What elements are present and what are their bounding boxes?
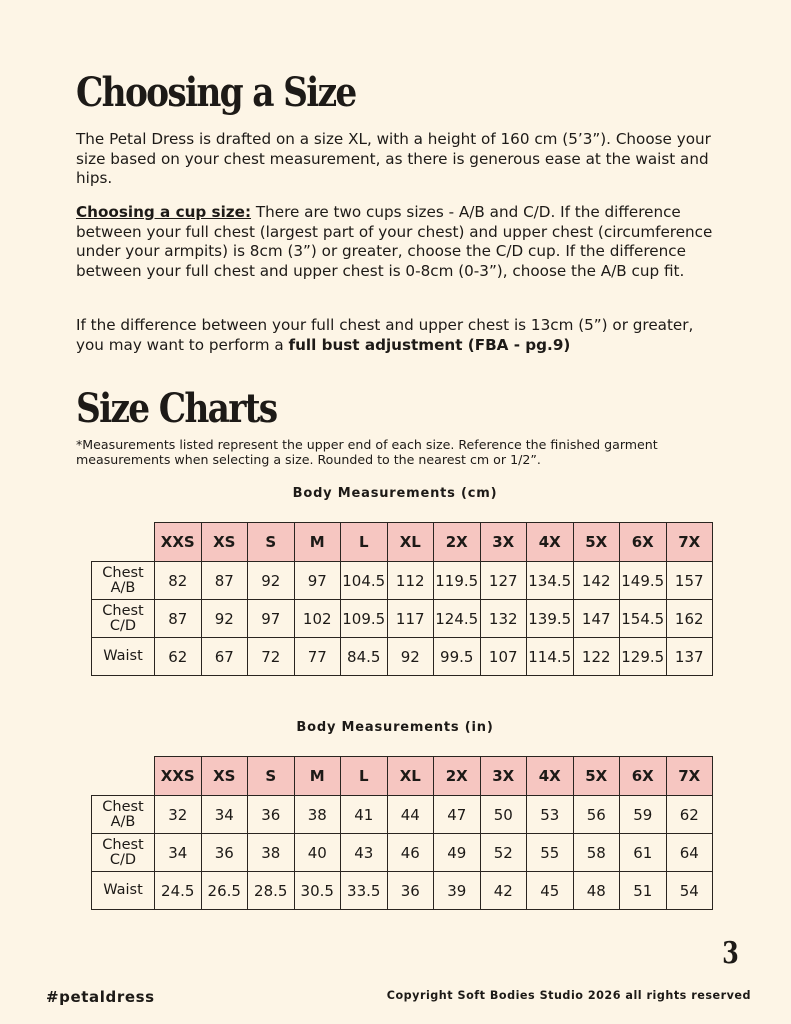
- size-header-xxs: XXS: [155, 757, 202, 796]
- measurement-cell: 124.5: [434, 600, 481, 638]
- measurement-cell: 59: [620, 796, 667, 834]
- measurement-cell: 54: [666, 872, 713, 910]
- measurement-cell: 97: [248, 600, 295, 638]
- intro-paragraph: The Petal Dress is drafted on a size XL, with a height of 160 cm (5’3”). Choose your size based on your chest measurement, as there is generous ease at the waist and hips.: [76, 130, 711, 188]
- size-header-5x: 5X: [573, 757, 620, 796]
- measurement-cell: 49: [434, 834, 481, 872]
- measurement-cell: 39: [434, 872, 481, 910]
- measurement-cell: 45: [527, 872, 574, 910]
- fba-paragraph: [76, 316, 716, 355]
- measurement-cell: 142: [573, 562, 620, 600]
- measurement-cell: 92: [201, 600, 248, 638]
- table-row: [92, 796, 713, 834]
- measurement-cell: 62: [666, 796, 713, 834]
- row-label: [92, 600, 155, 638]
- measurement-cell: 33.5: [341, 872, 388, 910]
- measurement-cell: 129.5: [620, 638, 667, 676]
- measurement-cell: 139.5: [527, 600, 574, 638]
- measurement-cell: 107: [480, 638, 527, 676]
- measurement-cell: 38: [248, 834, 295, 872]
- table-row: [92, 638, 713, 676]
- measurement-cell: 47: [434, 796, 481, 834]
- size-chart-cm: [91, 522, 713, 676]
- measurement-cell: 114.5: [527, 638, 574, 676]
- measurement-cell: 92: [248, 562, 295, 600]
- measurement-note: *Measurements listed represent the upper end of each size. Reference the finished garment measurements when selecting a size. Rounded to the nearest cm or 1/2”.: [76, 437, 658, 467]
- size-header-m: M: [294, 757, 341, 796]
- measurement-cell: 157: [666, 562, 713, 600]
- size-header-4x: 4X: [527, 523, 574, 562]
- size-header-7x: 7X: [666, 523, 713, 562]
- measurement-cell: 43: [341, 834, 388, 872]
- row-label: [92, 834, 155, 872]
- copyright-notice: Copyright Soft Bodies Studio 2026 all rights reserved: [386, 989, 751, 1002]
- row-label-line: Chest: [102, 602, 144, 619]
- size-header-7x: 7X: [666, 757, 713, 796]
- table-row: [92, 600, 713, 638]
- measurement-cell: 147: [573, 600, 620, 638]
- size-header-m: M: [294, 523, 341, 562]
- row-label-line: Waist: [103, 648, 143, 664]
- measurement-cell: 56: [573, 796, 620, 834]
- measurement-cell: 87: [155, 600, 202, 638]
- measurement-cell: 36: [387, 872, 434, 910]
- row-label-line: C/D: [109, 617, 137, 634]
- size-header-row: [92, 523, 713, 562]
- measurement-cell: 42: [480, 872, 527, 910]
- table-title-in: Body Measurements (in): [296, 720, 494, 735]
- measurement-cell: 30.5: [294, 872, 341, 910]
- size-header-3x: 3X: [480, 523, 527, 562]
- size-header-xxs: XXS: [155, 523, 202, 562]
- measurement-cell: 122: [573, 638, 620, 676]
- measurement-cell: 149.5: [620, 562, 667, 600]
- row-label-line: Chest: [102, 798, 144, 815]
- row-label-line: A/B: [110, 813, 136, 830]
- heading-choosing-a-size: Choosing a Size: [76, 69, 356, 116]
- measurement-cell: 112: [387, 562, 434, 600]
- measurement-cell: 40: [294, 834, 341, 872]
- row-label-line: Chest: [102, 564, 144, 581]
- table-title-cm: Body Measurements (cm): [292, 486, 498, 501]
- size-header-xl: XL: [387, 523, 434, 562]
- measurement-cell: 36: [201, 834, 248, 872]
- measurement-cell: 97: [294, 562, 341, 600]
- measurement-cell: 109.5: [341, 600, 388, 638]
- page-number: 3: [722, 936, 739, 971]
- size-header-2x: 2X: [434, 523, 481, 562]
- measurement-cell: 92: [387, 638, 434, 676]
- measurement-cell: 119.5: [434, 562, 481, 600]
- size-header-2x: 2X: [434, 757, 481, 796]
- measurement-cell: 127: [480, 562, 527, 600]
- hashtag: #petaldress: [46, 988, 155, 1006]
- measurement-cell: 34: [155, 834, 202, 872]
- size-chart-in: [91, 756, 713, 910]
- fba-text: If the difference between your full chest and upper chest is 13cm (5”) or greater, you may want to perform a: [76, 316, 694, 354]
- measurement-cell: 44: [387, 796, 434, 834]
- measurement-cell: 162: [666, 600, 713, 638]
- measurement-cell: 53: [527, 796, 574, 834]
- measurement-cell: 102: [294, 600, 341, 638]
- measurement-cell: 132: [480, 600, 527, 638]
- row-label-line: Chest: [102, 836, 144, 853]
- size-header-3x: 3X: [480, 757, 527, 796]
- cup-size-text: There are two cups sizes - A/B and C/D. If the difference between your full chest (largest part of your chest) and upper chest (circumference under your armpits) is 8cm (3”) or greater, choose the C/D cup. If the difference between your full chest and upper chest is 0-8cm (0-3”), choose the A/B cup fit.: [76, 203, 713, 280]
- measurement-cell: 36: [248, 796, 295, 834]
- row-label-line: Waist: [103, 882, 143, 898]
- size-header-6x: 6X: [620, 757, 667, 796]
- size-header-row: [92, 757, 713, 796]
- measurement-cell: 134.5: [527, 562, 574, 600]
- cup-size-label: Choosing a cup size:: [76, 203, 252, 221]
- size-header-6x: 6X: [620, 523, 667, 562]
- size-header-5x: 5X: [573, 523, 620, 562]
- measurement-cell: 26.5: [201, 872, 248, 910]
- size-header-s: S: [248, 523, 295, 562]
- table-row: [92, 562, 713, 600]
- row-label: [92, 796, 155, 834]
- corner-cell: [92, 523, 155, 562]
- measurement-cell: 24.5: [155, 872, 202, 910]
- measurement-cell: 55: [527, 834, 574, 872]
- measurement-cell: 67: [201, 638, 248, 676]
- row-label-line: C/D: [109, 851, 137, 868]
- measurement-cell: 154.5: [620, 600, 667, 638]
- measurement-cell: 28.5: [248, 872, 295, 910]
- row-label-line: A/B: [110, 579, 136, 596]
- measurement-cell: 82: [155, 562, 202, 600]
- row-label: [92, 872, 155, 910]
- measurement-cell: 50: [480, 796, 527, 834]
- measurement-cell: 62: [155, 638, 202, 676]
- measurement-cell: 38: [294, 796, 341, 834]
- size-header-s: S: [248, 757, 295, 796]
- measurement-cell: 117: [387, 600, 434, 638]
- measurement-cell: 137: [666, 638, 713, 676]
- measurement-cell: 51: [620, 872, 667, 910]
- measurement-cell: 52: [480, 834, 527, 872]
- measurement-cell: 61: [620, 834, 667, 872]
- measurement-cell: 104.5: [341, 562, 388, 600]
- size-header-l: L: [341, 757, 388, 796]
- measurement-cell: 58: [573, 834, 620, 872]
- row-label: [92, 638, 155, 676]
- size-header-xs: XS: [201, 757, 248, 796]
- measurement-cell: 32: [155, 796, 202, 834]
- measurement-cell: 99.5: [434, 638, 481, 676]
- size-header-xs: XS: [201, 523, 248, 562]
- measurement-cell: 41: [341, 796, 388, 834]
- measurement-cell: 46: [387, 834, 434, 872]
- heading-size-charts: Size Charts: [76, 385, 277, 432]
- measurement-cell: 77: [294, 638, 341, 676]
- size-header-l: L: [341, 523, 388, 562]
- measurement-cell: 34: [201, 796, 248, 834]
- measurement-cell: 48: [573, 872, 620, 910]
- row-label: [92, 562, 155, 600]
- measurement-cell: 84.5: [341, 638, 388, 676]
- measurement-cell: 87: [201, 562, 248, 600]
- corner-cell: [92, 757, 155, 796]
- size-header-4x: 4X: [527, 757, 574, 796]
- measurement-cell: 64: [666, 834, 713, 872]
- fba-link-text: full bust adjustment (FBA - pg.9): [288, 335, 571, 354]
- measurement-cell: 72: [248, 638, 295, 676]
- cup-size-paragraph: [76, 203, 716, 281]
- table-row: [92, 834, 713, 872]
- size-header-xl: XL: [387, 757, 434, 796]
- table-row: [92, 872, 713, 910]
